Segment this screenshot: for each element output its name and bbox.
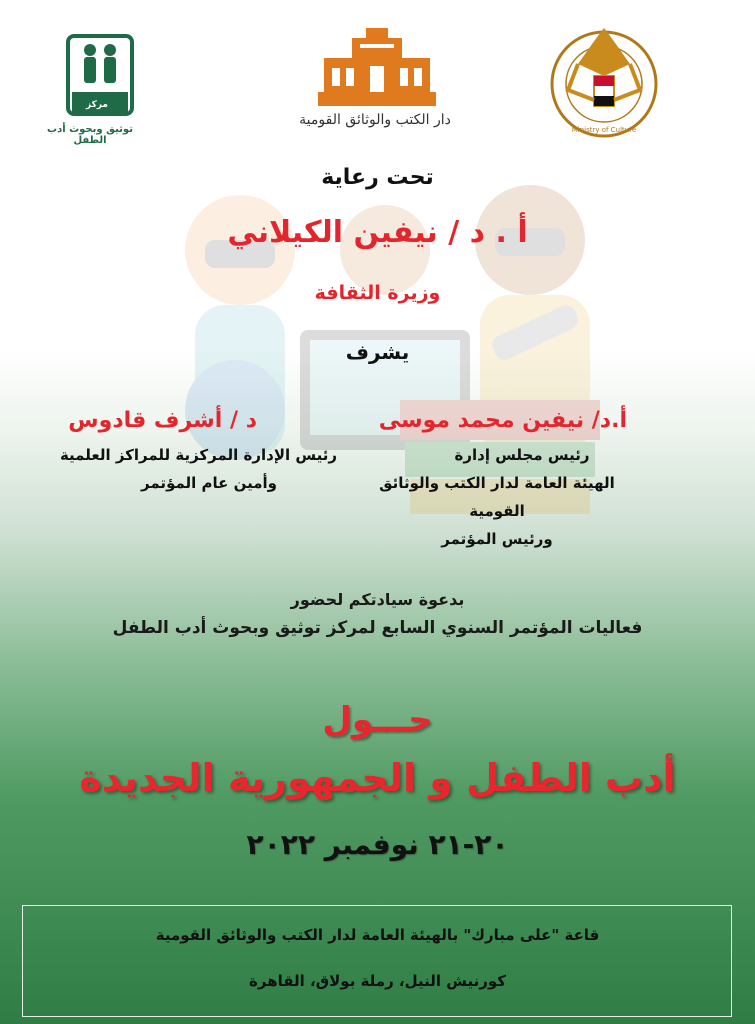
chair-person-line: ورئيس المؤتمر [441,530,553,548]
patron-name: أ . د / نيفين الكيلاني [227,215,528,250]
ministry-of-culture-seal [548,20,660,140]
venue-box [22,905,732,1017]
chair-person-block [307,408,627,553]
venue-address: كورنيش النيل، رملة بولاق، القاهرة [249,972,506,990]
conference-dates: ٢٠-٢١ نوفمبر ٢٠٢٢ [246,828,509,861]
secretary-person-name: د / أشرف قادوس [68,408,257,433]
seal-lettering: Ministry of Culture [571,126,637,134]
center-name-label: توثيق وبحوث أدب الطفل [47,124,133,146]
supervision-heading: يشرف [345,340,410,364]
secretary-person-line: وأمين عام المؤتمر [141,474,277,492]
center-badge-text: مركز [86,100,109,110]
conference-theme: أدب الطفل و الجمهورية الجديدة [79,756,676,800]
secretary-person-block [37,408,337,497]
chair-person-line: الهيئة العامة لدار الكتب والوثائق القومية [379,474,615,520]
national-library-label: دار الكتب والوثائق القومية [299,112,451,128]
secretary-person-line: رئيس الإدارة المركزية للمراكز العلمية [59,446,337,464]
invitation-line: بدعوة سيادتكم لحضور [290,590,465,609]
about-heading: حـــول [322,700,433,740]
invitation-line: فعاليات المؤتمر السنوي السابع لمركز توثيق وبحوث أدب الطفل [112,618,643,638]
chair-person-name: أ.د/ نيفين محمد موسى [378,408,627,433]
under-patronage-heading: تحت رعاية [321,165,434,190]
chair-person-line: رئيس مجلس إدارة [454,446,590,464]
national-library-logo [318,28,436,110]
venue-hall: قاعة "على مبارك" بالهيئة العامة لدار الكتب والوثائق القومية [155,926,600,944]
patron-title: وزيرة الثقافة [314,282,441,304]
